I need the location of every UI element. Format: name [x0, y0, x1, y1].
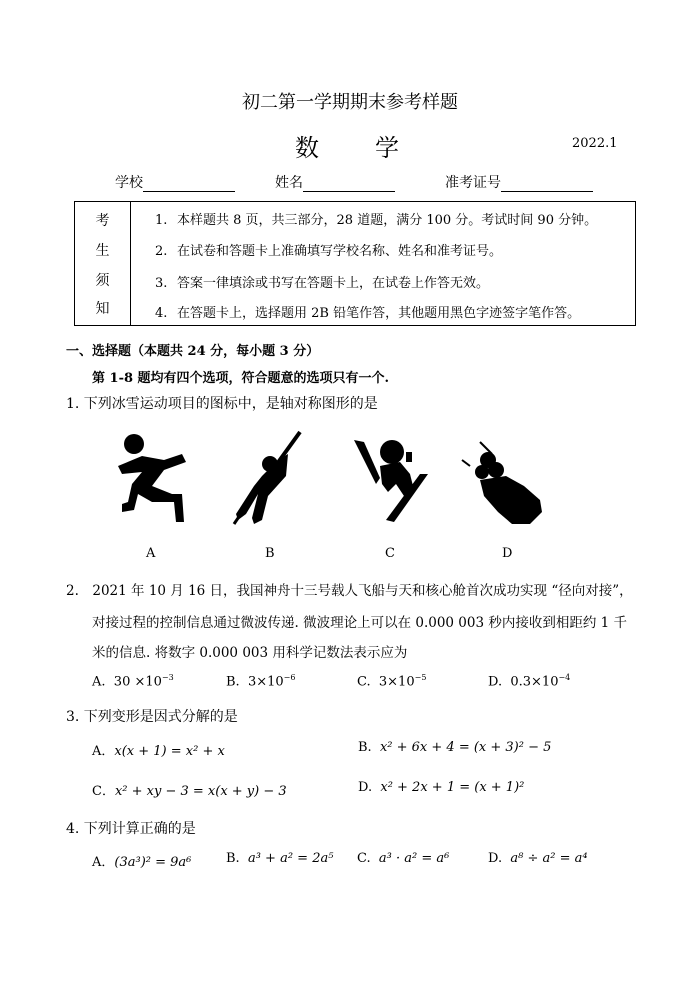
q1-option-d-label: D — [502, 546, 513, 561]
notice-item: 1. 本样题共 8 页，共三部分，28 道题，满分 100 分。考试时间 90 分钟。 — [155, 213, 598, 228]
q4-option-b: B. a³ + a² = 2a⁵ — [226, 851, 334, 866]
q3-option-a: A．x(x + 1) = x² + x — [92, 744, 225, 759]
school-label: 学校 — [115, 175, 143, 191]
question-2-line-2: 对接过程的控制信息通过微波传递. 微波理论上可以在 0.000 003 秒内接收到相距约 1 千 — [92, 615, 628, 631]
name-blank[interactable] — [303, 177, 395, 192]
notice-item: 2. 在试卷和答题卡上准确填写学校名称、姓名和准考证号。 — [155, 244, 503, 259]
q3-option-b: B. x² + 6x + 4 = (x + 3)² − 5 — [358, 740, 552, 755]
notice-side-char: 须 — [95, 273, 110, 289]
subject-char-2: 学 — [375, 134, 401, 162]
notice-item: 3. 答案一律填涂或书写在答题卡上，在试卷上作答无效。 — [155, 276, 490, 291]
school-field[interactable] — [115, 172, 235, 192]
exam-date: 2022.1 — [572, 136, 618, 151]
question-4-stem: 4. 下列计算正确的是 — [66, 821, 196, 837]
q2-option-b: B. $3\times 10^{-6}$ — [226, 673, 296, 690]
name-label: 姓名 — [275, 175, 303, 191]
notice-side-char: 考 — [95, 213, 110, 229]
q4-option-a: A．(3a³)² = 9a⁶ — [92, 855, 192, 870]
exam-number-field[interactable] — [445, 172, 593, 192]
name-field[interactable] — [275, 172, 395, 192]
q4-option-c: C. a³ · a² = a⁶ — [357, 851, 450, 866]
q2-option-c: C. $3\times 10^{-5}$ — [357, 673, 427, 690]
question-2-line-1: 2. 2021 年 10 月 16 日，我国神舟十三号载人飞船与天和核心舱首次成功实现 “径向对接”， — [66, 583, 633, 599]
section-instruction: 第 1-8 题均有四个选项，符合题意的选项只有一个. — [92, 371, 390, 386]
exam-number-blank[interactable] — [501, 177, 593, 192]
candidate-notice-box — [74, 201, 636, 326]
q1-option-c-label: C — [385, 546, 395, 561]
school-blank[interactable] — [143, 177, 235, 192]
subject-title — [295, 128, 419, 163]
exam-number-label: 准考证号 — [445, 175, 501, 191]
paper-title: 初二第一学期期末参考样题 — [242, 92, 458, 113]
question-1-stem: 1. 下列冰雪运动项目的图标中，是轴对称图形的是 — [66, 396, 378, 412]
q3-option-d: D. x² + 2x + 1 = (x + 1)² — [358, 780, 525, 795]
notice-divider — [130, 202, 131, 325]
q4-option-d: D. a⁸ ÷ a² = a⁴ — [488, 851, 588, 866]
q2-option-d: D. $0.3\times 10^{-4}$ — [488, 673, 571, 690]
q3-option-c: C．x² + xy − 3 = x(x + y) − 3 — [92, 784, 287, 799]
subject-char-1: 数 — [295, 134, 321, 162]
ski-jumper-icon — [228, 428, 306, 528]
q2-option-a: A. $30 \times 10^{-3}$ — [92, 673, 174, 690]
curling-icon — [458, 440, 548, 528]
notice-side-char: 生 — [95, 243, 110, 259]
speed-skater-icon — [112, 432, 190, 524]
q1-option-a-label: A — [146, 546, 156, 561]
snowboarder-icon — [350, 430, 432, 522]
notice-item: 4. 在答题卡上，选择题用 2B 铅笔作答，其他题用黑色字迹签字笔作答。 — [155, 306, 581, 321]
section-heading: 一、选择题（本题共 24 分，每小题 3 分） — [66, 344, 320, 359]
question-3-stem: 3. 下列变形是因式分解的是 — [66, 709, 238, 725]
q1-option-b-label: B — [265, 546, 275, 561]
question-2-line-3: 米的信息. 将数字 0.000 003 用科学记数法表示应为 — [92, 645, 408, 661]
notice-side-char: 知 — [95, 301, 110, 317]
